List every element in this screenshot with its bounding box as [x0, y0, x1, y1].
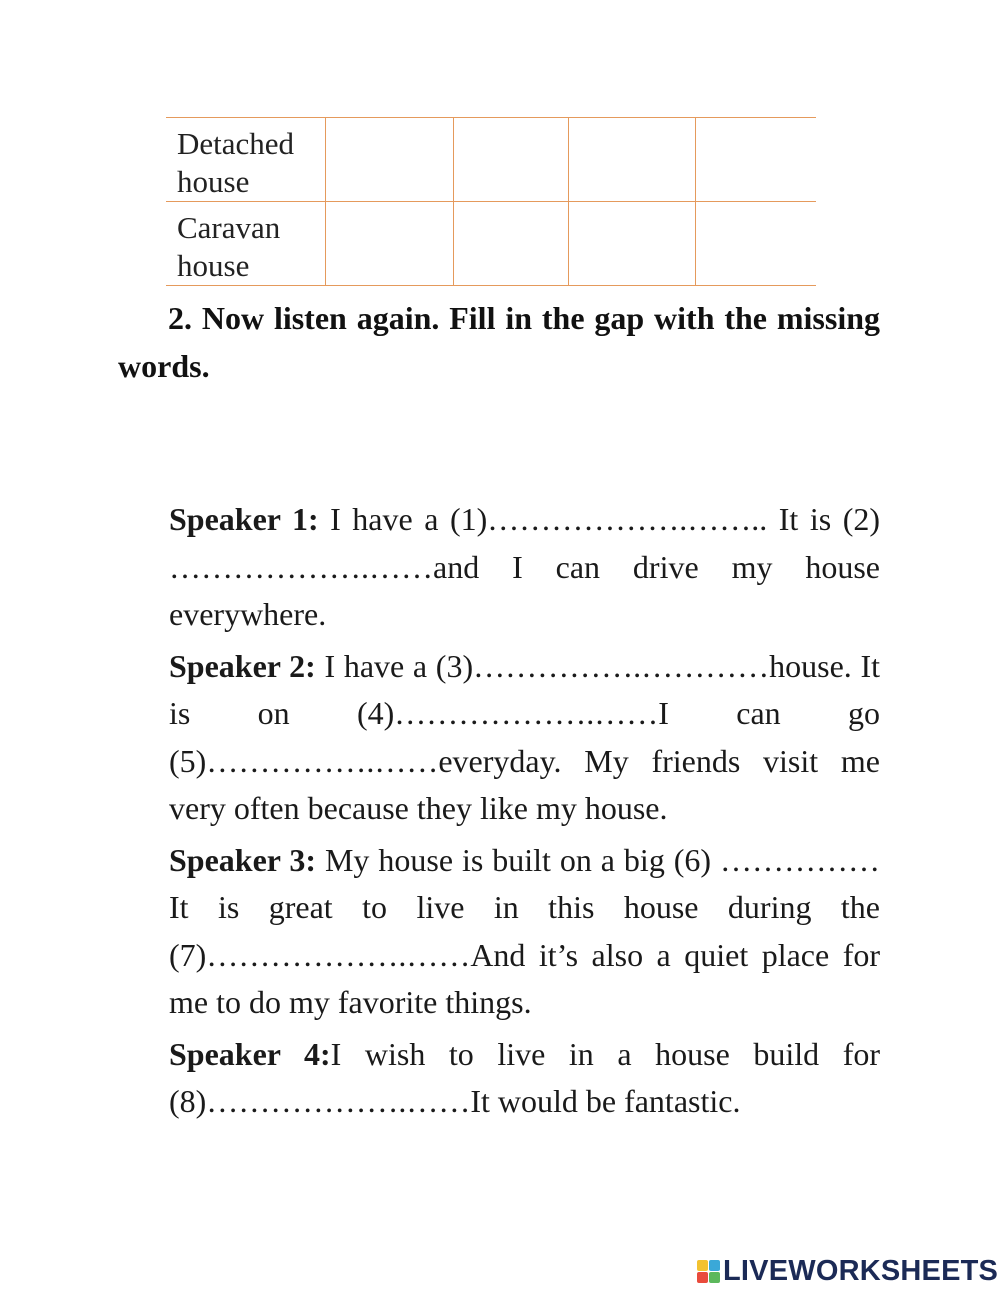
speaker-3-label: Speaker 3:: [169, 841, 317, 878]
logo-text: LIVEWORKSHEETS: [723, 1254, 999, 1287]
speaker-4-label: Speaker 4:: [169, 1035, 331, 1072]
speaker-4-text: I wish to live in a house build for (8)……………….……It would be fantastic.: [169, 1035, 881, 1119]
liveworksheets-logo: [697, 1255, 998, 1287]
table-cell: [325, 202, 453, 286]
speaker-2-paragraph: [169, 643, 880, 833]
speaker-2-label: Speaker 2:: [169, 647, 316, 684]
table-cell: [325, 118, 453, 202]
exercise-instruction: 2. Now listen again. Fill in the gap with the missing words.: [118, 300, 880, 384]
row-label-line: house: [177, 248, 250, 283]
table-cell: [568, 202, 695, 286]
row-label-detached-house: [166, 118, 325, 202]
table-cell: [453, 202, 568, 286]
speaker-1-label: Speaker 1:: [169, 501, 319, 537]
speaker-3-text: My house is built on a big (6) ……………It is great to live in this house during the (7)……………….……And it’s also a quiet place for me to do my favorite things.: [169, 841, 881, 1020]
liveworksheets-logo-icon: [697, 1260, 720, 1283]
table-cell: [695, 202, 816, 286]
speaker-1-text: I have a (1)……………….…….. It is (2) ……………….……and I can drive my house everywhere.: [169, 501, 881, 632]
row-label-caravan-house: [166, 202, 325, 286]
row-label-line: Caravan: [177, 210, 281, 245]
table-cell: [695, 118, 816, 202]
table-row: [166, 202, 816, 286]
speaker-1-paragraph: [169, 496, 880, 639]
logo-square: [709, 1272, 720, 1283]
table-cell: [568, 118, 695, 202]
speaker-2-text: I have a (3)…………….…………house. It is on (4)……………….……I can go (5)…………….……everyday. My friends visit me very often because they like my house.: [169, 647, 881, 826]
logo-square: [697, 1260, 708, 1271]
table-row: [166, 118, 816, 202]
row-label-line: house: [177, 164, 250, 199]
house-types-table: [166, 117, 816, 286]
logo-square: [697, 1272, 708, 1283]
row-label-line: Detached: [177, 126, 295, 161]
table-cell: [453, 118, 568, 202]
logo-square: [709, 1260, 720, 1271]
speaker-4-paragraph: [169, 1031, 880, 1126]
speaker-3-paragraph: [169, 837, 880, 1027]
speakers-section: [169, 496, 880, 1130]
